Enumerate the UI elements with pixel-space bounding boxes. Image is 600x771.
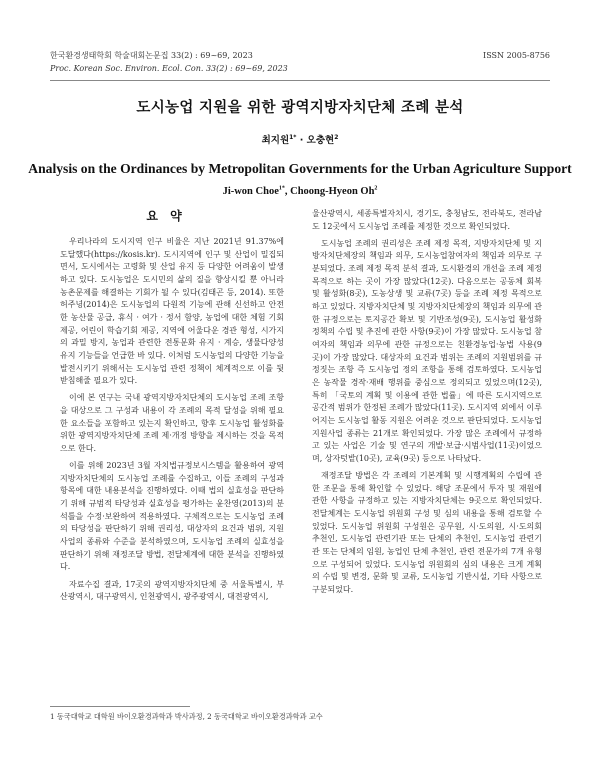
paper-title-en: Analysis on the Ordinances by Metropolitan Governments for the Urban Agriculture Support — [28, 161, 572, 176]
abstract-heading: 요 약 — [146, 209, 186, 223]
author-2-en-mark: 2 — [374, 185, 378, 192]
author-2-ko: 오충현 — [306, 135, 335, 146]
paragraph: 도시농업 조례의 권리성은 조례 제정 목적, 지방자치단체 및 지방자치단체장의 책임과 의무, 도시농업참여자의 책임과 의무로 구분되었다. 조례 제정 목적 분석 결과, 도시환경의 개선을 조례 제정 목적으로 하는 곳이 가장 많았다(12곳). 다음으로는 공동체 회복 및 활성화(8곳), 도농상생 및 교류(7곳) 등을 조례 제정 목적으로 하고 있었다. 지방자치단체 및 지방자치단체장의 책임과 의무에 관한 규정으로는 토지공간 확보 및 기반조성(9곳), 도시농업 활성화 정책의 수립 및 추진에 관한 사항(9곳)이 가장 많았다. 도시농업 참여자의 책임과 의무에 관한 규정으로는 친환경농업·농법 사용(9곳)이 가장 많았다. 대상자의 요건과 범위는 조례의 지원범위를 규정짓는 조항 즉 도시농업 정의 조항을 통해 검토하였다. 도시농업은 농작물 경작·재배 행위를 중심으로 정의되고 있었으며(12곳), 특히 「국토의 계획 및 이용에 관한 법률」에 따른 도시지역으로 공간적 범위가 한정된 조례가 많았다(11곳). 도시지역 외에서 이루어지는 도시농업 활동 지원은 어려운 것으로 판단되었다. 도시농업 지원사업 종류는 21개로 확인되었다. 가장 많은 조례에서 규정하고 있는 사업은 기술 및 연구의 개발·보급·시범사업(11곳)이었으며, 상자텃밭(10곳), 교육(9곳) 등으로 나타났다. — [312, 238, 542, 463]
paragraph: 우리나라의 도시지역 인구 비율은 지난 2021년 91.37%에 도달했다(https://kosis.kr). 도시지역에 인구 및 산업이 밀집되면서, 도시에서는 고령화 및 산업 유지 등 다양한 어려움이 발생하고 있다. 도시농업은 도시민의 삶의 질을 향상시킬 뿐 아니라 농촌문제를 해결하는 기회가 될 수 있다(김태곤 등, 2014). 또한 허주녕(2014)은 도시농업의 다원적 기능에 관해 신선하고 안전한 농산물 공급, 휴식 · 여가 · 정서 함양, 농업에 대한 체험 기회 제공, 어린이 학습기회 제공, 지역에 어울다운 경관 형성, 시가지의 과밀 방지, 농업과 관련한 전통문화 유지 · 계승, 생물다양성 유지 기능들을 언급한 바 있다. 이처럼 도시농업의 다양한 기능을 발전시키기 위해서는 도시농업 관련 정책이 체계적으로 이를 뒷받침해줄 필요가 있다. — [60, 237, 284, 386]
journal-name-en: Proc. Korean Soc. Environ. Ecol. Con. 33(2) : 69~69, 2023 — [50, 64, 288, 73]
author-2-en: Choong-Hyeon Oh — [290, 186, 375, 197]
affiliation-footnote: 1 동국대학교 대학원 바이오환경과학과 박사과정, 2 동국대학교 바이오환경과학과 교수 — [50, 712, 323, 721]
left-column — [60, 236, 284, 608]
right-column — [312, 208, 542, 601]
author-separator: · — [296, 135, 307, 146]
author-separator-en: , — [284, 186, 291, 197]
authors-en — [0, 186, 600, 197]
journal-name-ko: 한국환경생태학회 학술대회논문집 33(2) : 69~69, 2023 — [50, 51, 253, 60]
author-2-ko-mark: 2 — [334, 133, 339, 141]
paper-title-ko: 도시농업 지원을 위한 광역지방자치단체 조례 분석 — [136, 100, 464, 116]
paragraph: 이를 위해 2023년 3월 자치법규정보시스템을 활용하여 광역지방자치단체의 도시농업 조례를 수집하고, 이들 조례의 구성과 항목에 대한 내용분석을 진행하였다. 이때 법의 실효성을 판단하기 위해 규범적 타당성과 실효성을 평가하는 윤찬영(2013)의 분석틀을 수정·보완하여 적용하였다. 구체적으로는 도시농업 조례의 타당성을 판단하기 위해 권리성, 대상자의 요건과 범위, 지원사업의 종류와 수준을 분석하였으며, 도시농업 조례의 실효성을 판단하기 위해 재정조달 방법, 전달체계에 대한 분석을 진행하였다. — [60, 461, 284, 572]
running-header — [50, 49, 550, 75]
paragraph: 자료수집 결과, 17곳의 광역지방자치단체 중 서울특별시, 부산광역시, 대구광역시, 인천광역시, 광주광역시, 대전광역시, — [60, 579, 284, 602]
author-1-ko: 최지원 — [261, 135, 290, 146]
header-rule — [50, 80, 550, 81]
paragraph: 재정조달 방법은 각 조례의 기본계획 및 시행계획의 수립에 관한 조문을 통해 확인할 수 있었다. 해당 조문에서 투자 및 재원에 관한 사항을 규정하고 있는 지방자치단체는 9곳으로 확인되었다. 전달체계는 도시농업 위원회 구성 및 심의 내용을 통해 검토할 수 있었다. 도시농업 위원회 구성원은 공무원, 시·도의원, 시·도의회 추천인, 도시농업 관련기관 또는 단체의 추천인, 도시농업 관련기관 또는 단체의 임원, 농업인 단체 추천인, 관련 전문가의 7개 유형으로 구성되어 있었다. 도시농업 위원회의 심의 내용은 크게 계획의 수립 및 변경, 문화 및 교류, 도시농업 기반시설, 기타 사항으로 구분되었다. — [312, 471, 542, 595]
issn: ISSN 2005-8756 — [483, 51, 550, 60]
paragraph: 울산광역시, 세종특별자치시, 경기도, 충청남도, 전라북도, 전라남도 12곳에서 도시농업 조례를 제정한 것으로 확인되었다. — [312, 209, 542, 231]
author-1-en: Ji-won Choe — [222, 186, 279, 197]
footnote-rule — [50, 706, 190, 707]
authors-ko — [0, 132, 600, 146]
paragraph: 이에 본 연구는 국내 광역지방자치단체의 도시농업 조례 조항을 대상으로 그 구성과 내용이 각 조례의 목적 달성을 위해 필요한 요소들을 포함하고 있는지 확인하고, 향후 도시농업 활성화를 위한 광역지방자치단체 조례 제·개정 방향을 제시하는 것을 목적으로 한다. — [60, 393, 284, 453]
author-1-en-mark: 1* — [278, 185, 285, 192]
author-1-ko-mark: 1* — [289, 133, 297, 141]
